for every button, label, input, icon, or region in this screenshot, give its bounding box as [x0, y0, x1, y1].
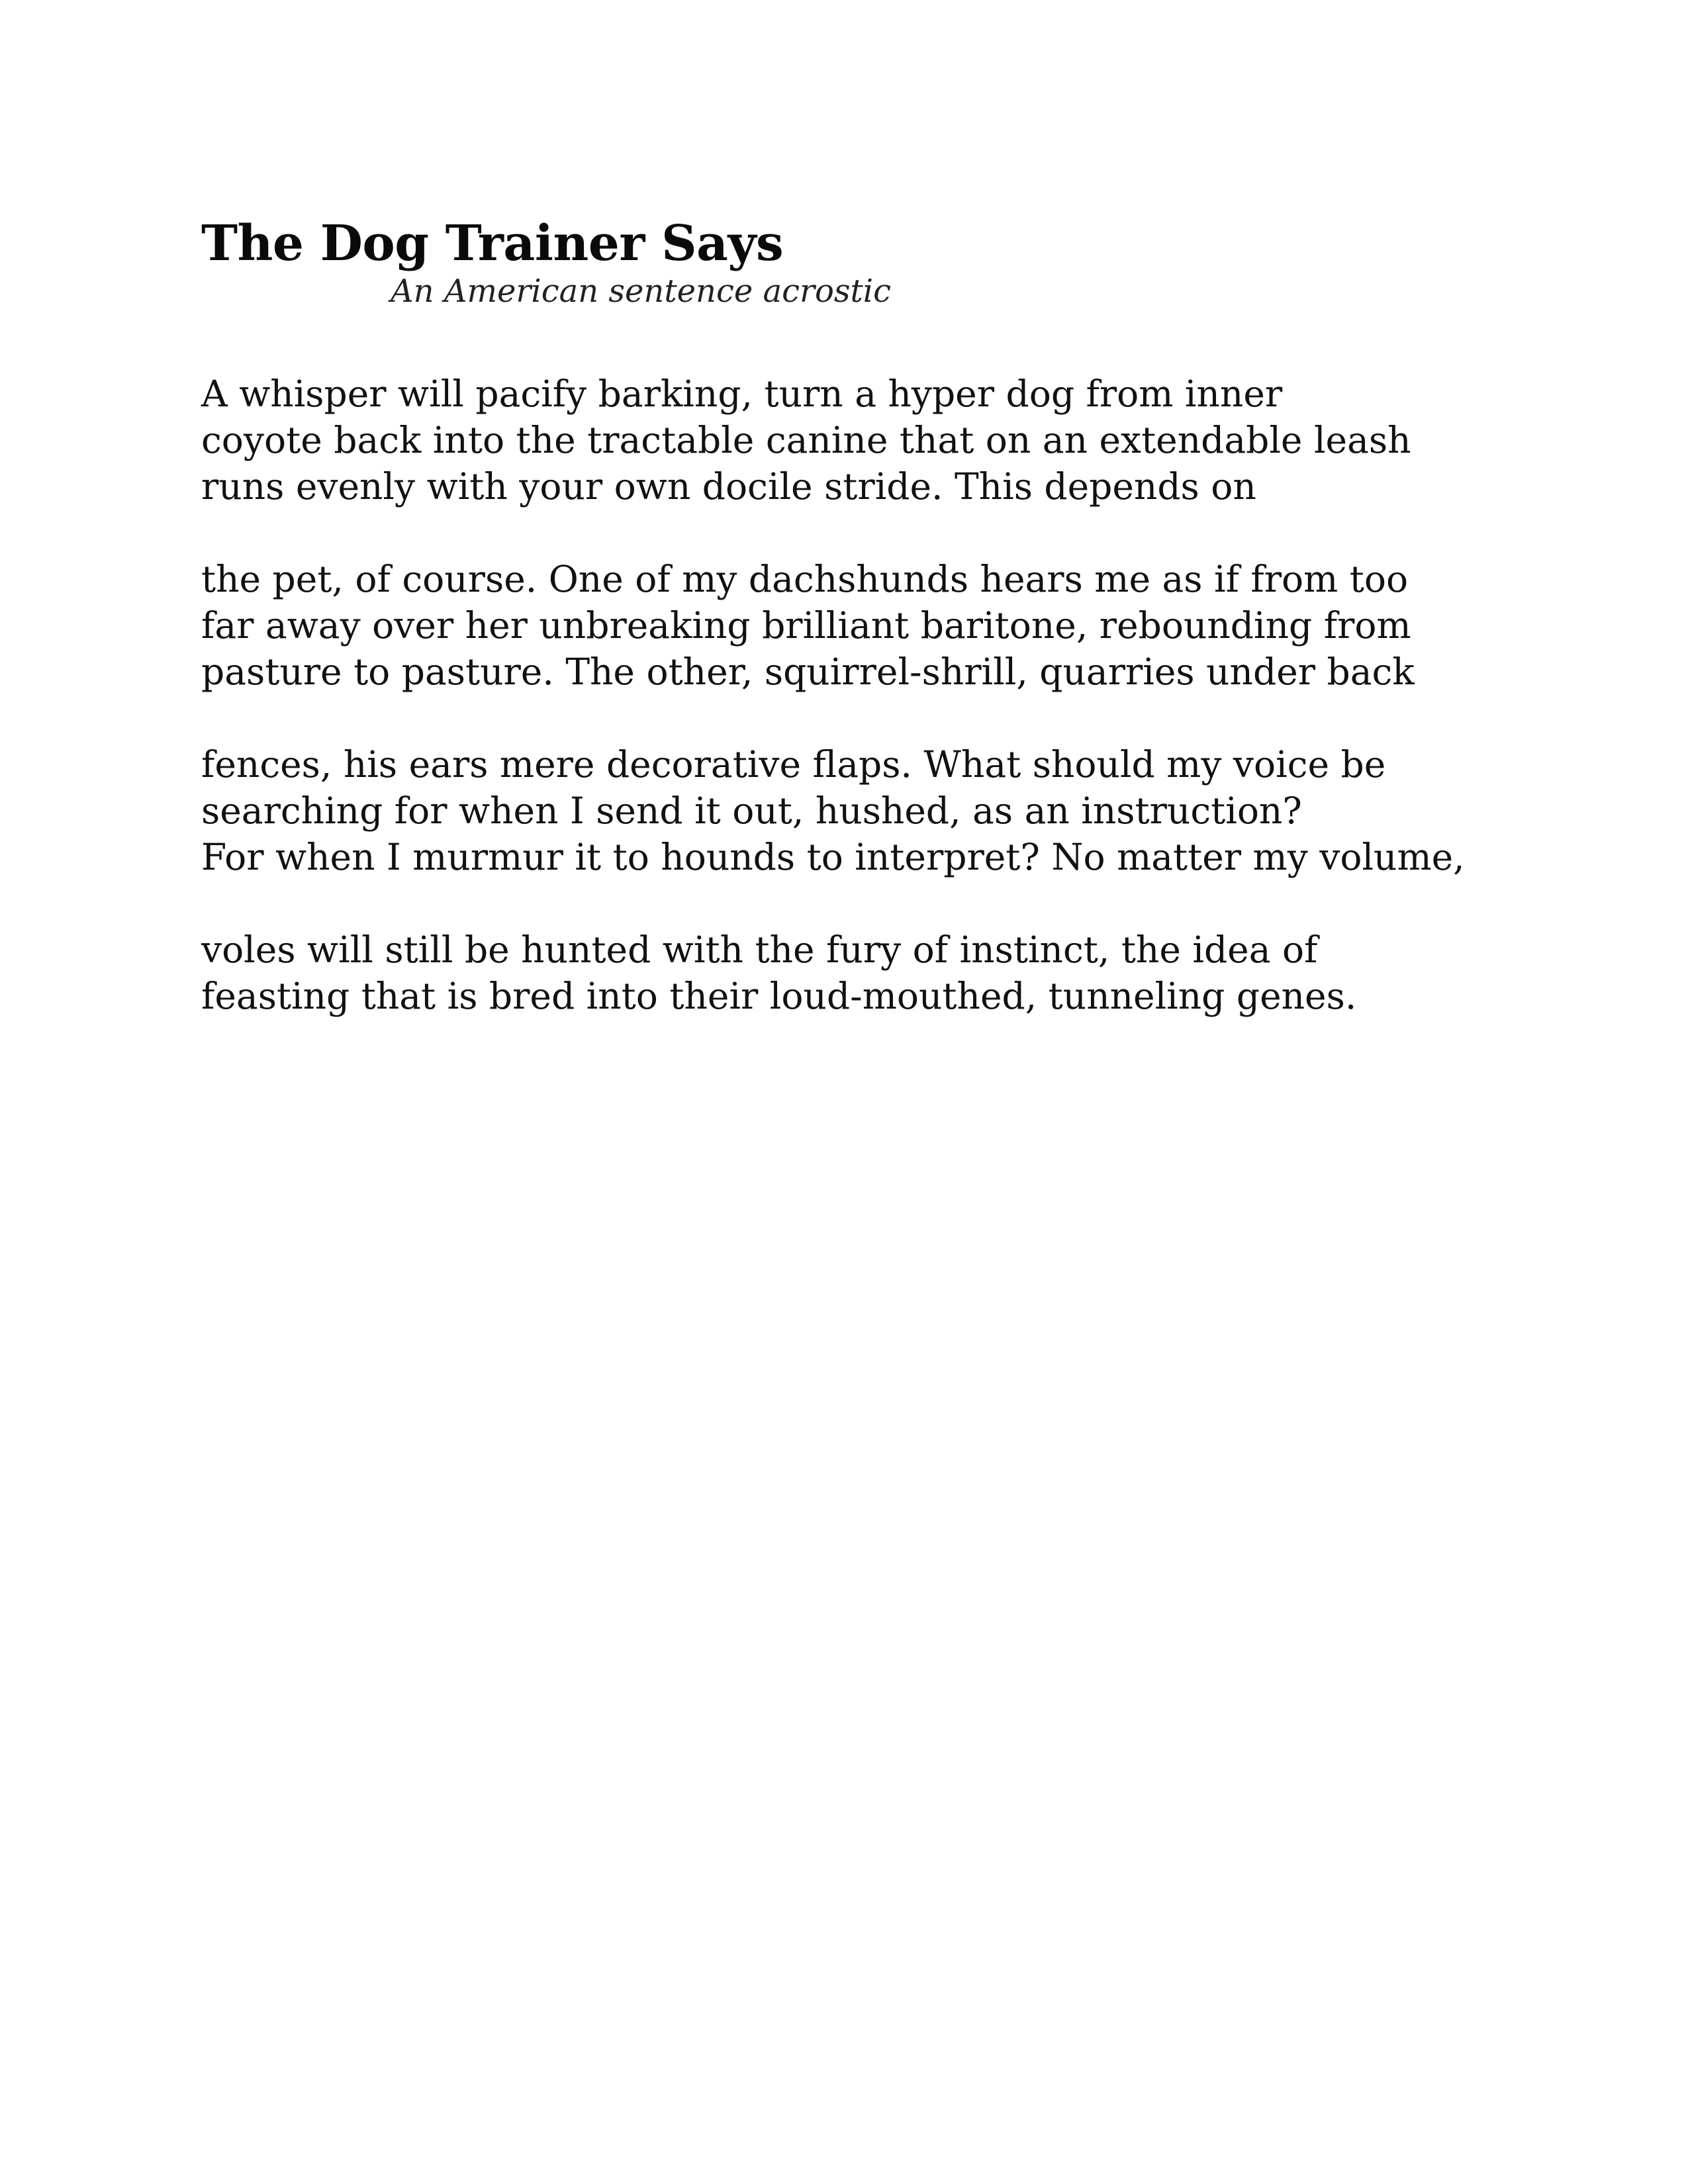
- poem-body: [201, 371, 1525, 1066]
- poem-subtitle: An American sentence acrostic: [391, 273, 891, 310]
- poem-line: coyote back into the tractable canine that on an extendable leash: [201, 419, 1411, 461]
- poem-line: A whisper will pacify barking, turn a hyper dog from inner: [201, 373, 1283, 415]
- stanza-4: [201, 927, 1525, 1019]
- poem-line: feasting that is bred into their loud-mouthed, tunneling genes.: [201, 975, 1357, 1017]
- poem-title: The Dog Trainer Says: [201, 215, 784, 272]
- stanza-3: [201, 741, 1525, 880]
- poem-line: fences, his ears mere decorative flaps. What should my voice be: [201, 743, 1386, 786]
- stanza-2: [201, 556, 1525, 695]
- poem-line: runs evenly with your own docile stride. This depends on: [201, 465, 1256, 508]
- stanza-1: [201, 371, 1525, 510]
- poem-line: voles will still be hunted with the fury of instinct, the idea of: [201, 929, 1318, 971]
- poem-line: far away over her unbreaking brilliant baritone, rebounding from: [201, 604, 1411, 647]
- poem-line: searching for when I send it out, hushed, as an instruction?: [201, 790, 1302, 832]
- poem-line: the pet, of course. One of my dachshunds hears me as if from too: [201, 558, 1409, 600]
- poem-line: For when I murmur it to hounds to interpret? No matter my volume,: [201, 836, 1465, 878]
- poem-line: pasture to pasture. The other, squirrel-shrill, quarries under back: [201, 651, 1415, 693]
